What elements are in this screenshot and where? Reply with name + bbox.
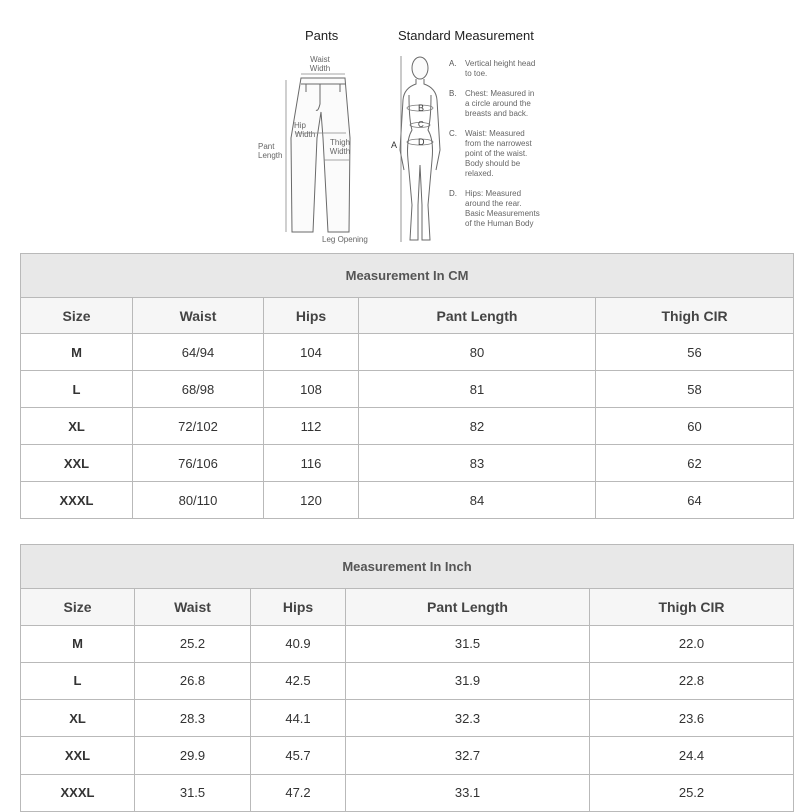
table-row — [21, 774, 794, 811]
note-line: Hips: Measured — [465, 189, 522, 198]
waist-cell: 25.2 — [135, 625, 251, 662]
note-letter: A. — [449, 59, 457, 68]
header-waist: Waist — [135, 589, 251, 625]
letter-a: A — [391, 140, 398, 150]
inch-header-row — [21, 589, 794, 625]
thigh-cir-cell: 24.4 — [590, 737, 794, 774]
hips-cell: 47.2 — [251, 774, 346, 811]
note-line: Waist: Measured — [465, 129, 525, 138]
table-row — [21, 408, 794, 445]
table-row — [21, 625, 794, 662]
table-row — [21, 371, 794, 408]
note-line: Chest: Measured in — [465, 89, 535, 98]
note-line: to toe. — [465, 69, 488, 78]
thigh-cir-cell: 22.0 — [590, 625, 794, 662]
leg-opening-label: Leg Opening — [322, 235, 368, 244]
waist-cell: 72/102 — [133, 408, 264, 445]
note-line: of the Human Body — [465, 219, 534, 228]
pant-length-cell: 33.1 — [346, 774, 590, 811]
body-illustration — [400, 57, 440, 240]
thigh-cir-cell: 60 — [596, 408, 794, 445]
size-cell: XL — [21, 408, 133, 445]
note-line: Vertical height head — [465, 59, 536, 68]
waist-width-label-2: Width — [309, 64, 331, 73]
inch-table-caption: Measurement In Inch — [21, 545, 794, 589]
waist-cell: 80/110 — [133, 482, 264, 519]
header-size: Size — [21, 298, 133, 334]
cm-size-table — [20, 253, 794, 519]
hips-cell: 44.1 — [251, 700, 346, 737]
hips-cell: 108 — [264, 371, 359, 408]
size-cell: XL — [21, 700, 135, 737]
note-line: Body should be — [465, 159, 521, 168]
pant-length-cell: 83 — [359, 445, 596, 482]
pant-length-cell: 31.9 — [346, 662, 590, 699]
note-letter: D. — [449, 189, 457, 198]
thigh-width-label-2: Width — [329, 147, 351, 156]
table-row — [21, 334, 794, 371]
header-hips: Hips — [264, 298, 359, 334]
hips-cell: 45.7 — [251, 737, 346, 774]
pant-length-label-1: Pant — [258, 142, 275, 151]
thigh-cir-cell: 56 — [596, 334, 794, 371]
hips-cell: 116 — [264, 445, 359, 482]
pant-length-cell: 81 — [359, 371, 596, 408]
header-hips: Hips — [251, 589, 346, 625]
note-line: around the rear. — [465, 199, 522, 208]
thigh-width-label-1: Thigh — [329, 138, 351, 147]
pant-length-label-2: Length — [258, 151, 283, 160]
standard-measurement-title: Standard Measurement — [398, 28, 534, 43]
header-size: Size — [21, 589, 135, 625]
pant-length-cell: 82 — [359, 408, 596, 445]
thigh-cir-cell: 62 — [596, 445, 794, 482]
hips-cell: 120 — [264, 482, 359, 519]
pant-length-cell: 80 — [359, 334, 596, 371]
waist-cell: 31.5 — [135, 774, 251, 811]
cm-header-row — [21, 298, 794, 334]
size-cell: M — [21, 625, 135, 662]
table-row — [21, 445, 794, 482]
pant-length-cell: 32.3 — [346, 700, 590, 737]
thigh-cir-cell: 58 — [596, 371, 794, 408]
note-line: Basic Measurements — [465, 209, 540, 218]
waist-width-label-1: Waist — [310, 55, 330, 64]
table-row — [21, 700, 794, 737]
thigh-cir-cell: 64 — [596, 482, 794, 519]
pants-title: Pants — [305, 28, 339, 43]
size-cell: XXL — [21, 445, 133, 482]
header-pant-length: Pant Length — [359, 298, 596, 334]
note-line: breasts and back. — [465, 109, 529, 118]
waist-cell: 29.9 — [135, 737, 251, 774]
table-row — [21, 662, 794, 699]
letter-d: D — [418, 137, 425, 147]
header-thigh-cir: Thigh CIR — [590, 589, 794, 625]
size-cell: XXXL — [21, 482, 133, 519]
cm-table-caption: Measurement In CM — [21, 254, 794, 298]
note-line: relaxed. — [465, 169, 494, 178]
pant-length-cell: 32.7 — [346, 737, 590, 774]
waist-cell: 68/98 — [133, 371, 264, 408]
waist-cell: 26.8 — [135, 662, 251, 699]
note-line: point of the waist. — [465, 149, 528, 158]
letter-c: C — [418, 120, 424, 129]
hips-cell: 112 — [264, 408, 359, 445]
size-cell: M — [21, 334, 133, 371]
hips-cell: 104 — [264, 334, 359, 371]
hip-width-label-2: Width — [294, 130, 316, 139]
header-pant-length: Pant Length — [346, 589, 590, 625]
inch-size-table — [20, 544, 794, 812]
note-line: from the narrowest — [465, 139, 532, 148]
table-row — [21, 482, 794, 519]
hips-cell: 42.5 — [251, 662, 346, 699]
waist-cell: 28.3 — [135, 700, 251, 737]
letter-b: B — [418, 103, 425, 113]
thigh-cir-cell: 23.6 — [590, 700, 794, 737]
thigh-cir-cell: 22.8 — [590, 662, 794, 699]
waist-cell: 64/94 — [133, 334, 264, 371]
size-cell: XXXL — [21, 774, 135, 811]
pant-length-cell: 31.5 — [346, 625, 590, 662]
waist-cell: 76/106 — [133, 445, 264, 482]
header-thigh-cir: Thigh CIR — [596, 298, 794, 334]
table-row — [21, 737, 794, 774]
size-cell: XXL — [21, 737, 135, 774]
size-cell: L — [21, 662, 135, 699]
pant-length-cell: 84 — [359, 482, 596, 519]
hips-cell: 40.9 — [251, 625, 346, 662]
note-letter: C. — [449, 129, 457, 138]
header-waist: Waist — [133, 298, 264, 334]
measurement-notes — [449, 59, 540, 228]
note-line: a circle around the — [465, 99, 531, 108]
size-cell: L — [21, 371, 133, 408]
note-letter: B. — [449, 89, 457, 98]
thigh-cir-cell: 25.2 — [590, 774, 794, 811]
measurement-diagram — [0, 0, 800, 250]
hip-width-label-1: Hip — [293, 121, 307, 130]
